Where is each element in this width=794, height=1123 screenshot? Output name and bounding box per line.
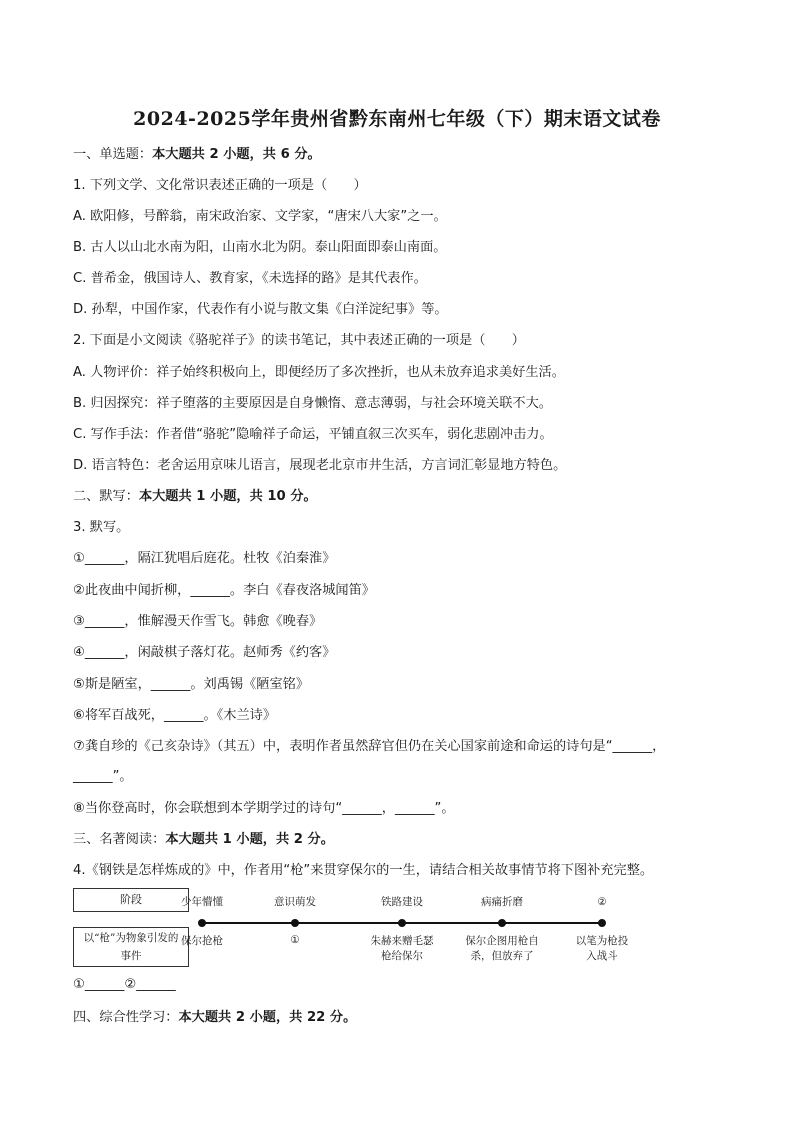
question-1-option-a: A. 欧阳修，号醉翁，南宋政治家、文学家，“唐宋八大家”之一。	[73, 209, 447, 224]
event-label: ①	[290, 934, 300, 946]
timeline-node	[291, 919, 299, 927]
question-1-option-b: B. 古人以山北水南为阳，山南水北为阴。泰山阳面即泰山南面。	[73, 240, 447, 255]
stage-header-box: 阶段	[73, 888, 189, 912]
stage-label: 铁路建设	[381, 896, 423, 908]
answer-line: ①______②______	[73, 977, 176, 992]
dictation-item: ②此夜曲中闻折柳，______。李白《春夜洛城闻笛》	[73, 583, 375, 598]
dictation-item: ⑧当你登高时，你会联想到本学期学过的诗句“______，______”。	[73, 801, 455, 816]
section-heading-4	[73, 1009, 356, 1027]
section-label: 四、综合性学习：	[73, 1010, 179, 1025]
section-label: 三、名著阅读：	[73, 832, 166, 847]
dictation-item: ______”。	[73, 769, 133, 784]
section-heading-2	[73, 488, 317, 506]
question-2-option-d: D. 语言特色：老舍运用京味儿语言，展现老北京市井生活，方言词汇彰显地方特色。	[73, 458, 567, 473]
section-heading-3	[73, 831, 334, 849]
question-4-stem: 4.《钢铁是怎样炼成的》中，作者用“枪”来贯穿保尔的一生，请结合相关故事情节将下图补充完整。	[73, 863, 654, 878]
dictation-item: ④______，闲敲棋子落灯花。赵师秀《约客》	[73, 645, 336, 660]
section-desc: 本大题共 2 小题，共 22 分。	[178, 1010, 357, 1025]
timeline-node	[198, 919, 206, 927]
dictation-item: ⑤斯是陋室，______。刘禹锡《陋室铭》	[73, 677, 310, 692]
timeline-node	[598, 919, 606, 927]
stage-label: 病痛折磨	[481, 896, 523, 908]
dictation-item: ③______，惟解漫天作雪飞。韩愈《晚春》	[73, 614, 323, 629]
dictation-item: ⑥将军百战死，______。《木兰诗》	[73, 708, 277, 723]
question-2-option-c: C. 写作手法：作者借“骆驼”隐喻祥子命运，平铺直叙三次买车，弱化悲剧冲击力。	[73, 427, 553, 442]
question-1-option-c: C. 普希金，俄国诗人、教育家，《未选择的路》是其代表作。	[73, 271, 427, 286]
timeline-node	[498, 919, 506, 927]
event-header-box: 以“枪”为物象引发的事件	[73, 927, 189, 967]
stage-label: 少年懵懂	[181, 896, 223, 908]
question-2-option-b: B. 归因探究：祥子堕落的主要原因是自身懒惰、意志薄弱，与社会环境关联不大。	[73, 396, 552, 411]
question-2-stem: 2. 下面是小文阅读《骆驼祥子》的读书笔记，其中表述正确的一项是（ ）	[73, 333, 525, 348]
page-title: 2024-2025学年贵州省黔东南州七年级（下）期末语文试卷	[133, 108, 661, 130]
stage-label: 意识萌发	[274, 896, 316, 908]
event-label: 保尔企图用枪自杀，但放弃了	[465, 935, 539, 962]
section-desc: 本大题共 1 小题，共 2 分。	[165, 832, 334, 847]
section-desc: 本大题共 1 小题，共 10 分。	[138, 489, 317, 504]
event-label: 以笔为枪投入战斗	[575, 935, 629, 962]
question-1-option-d: D. 孙犁，中国作家，代表作有小说与散文集《白洋淀纪事》等。	[73, 302, 448, 317]
question-3-stem: 3. 默写。	[73, 520, 130, 535]
dictation-item: ①______，隔江犹唱后庭花。杜牧《泊秦淮》	[73, 551, 336, 566]
dictation-item: ⑦龚自珍的《己亥杂诗》（其五）中，表明作者虽然辞官但仍在关心国家前途和命运的诗句是“______，	[73, 739, 666, 754]
question-1-stem: 1. 下列文学、文化常识表述正确的一项是（ ）	[73, 178, 367, 193]
timeline-node	[398, 919, 406, 927]
section-desc: 本大题共 2 小题，共 6 分。	[152, 147, 321, 162]
section-label: 二、默写：	[73, 489, 139, 504]
event-label: 保尔抢枪	[181, 935, 223, 947]
section-heading-1	[73, 146, 321, 164]
question-2-option-a: A. 人物评价：祥子始终积极向上，即便经历了多次挫折，也从未放弃追求美好生活。	[73, 365, 565, 380]
event-label: 朱赫来赠毛瑟枪给保尔	[370, 935, 434, 962]
stage-label: ②	[597, 896, 607, 908]
section-label: 一、单选题：	[73, 147, 153, 162]
